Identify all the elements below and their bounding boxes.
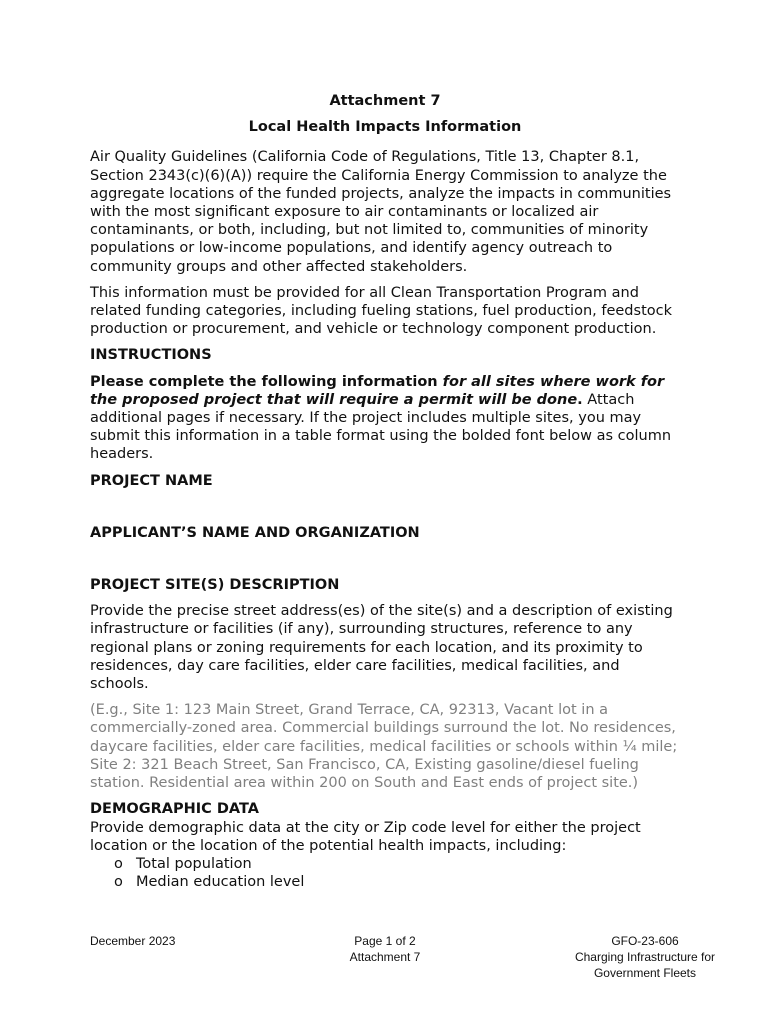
bullet-mark: o: [114, 874, 123, 891]
instructions-rest: Attach additional pages if necessary. If the project includes multiple sites, you may submit this information in a table format using the bolded font below as column headers.: [90, 391, 672, 463]
footer-solicitation: [560, 933, 730, 981]
footer-date: December 2023: [90, 934, 176, 948]
attachment-title: Attachment 7: [329, 93, 441, 109]
site-description-body: Provide the precise street address(es) of the site(s) and a description of existing infrastructure or facilities (if any), surrounding structures, reference to any regional plans or zoning requirements for each location, and its proximity to residences, day care facilities, elder care facilities, medical facilities, and schools.: [90, 603, 673, 693]
document-subtitle: Local Health Impacts Information: [248, 119, 522, 136]
instructions-bold-lead: Please complete the following information: [90, 373, 443, 390]
list-item: [114, 855, 680, 873]
list-item: [114, 873, 680, 891]
list-item-text: Total population: [136, 855, 252, 872]
footer-solicitation-title-1: Charging Infrastructure for: [574, 950, 716, 964]
instructions-period: .: [577, 391, 583, 408]
intro-paragraph-1: Air Quality Guidelines (California Code of Regulations, Title 13, Chapter 8.1, Section 2343(c)(6)(A)) require the California Energy Commission to analyze the aggregate locations of the funded projects, analyze the impacts in communities with the most significant exposure to air contaminants or localized air contaminants, or both, including, but not limited to, communities of minority populations or low-income populations, and identify agency outreach to community groups and other affected stakeholders.: [90, 149, 672, 275]
list-item-text: Median education level: [136, 874, 305, 891]
document-body: [90, 92, 680, 891]
demographic-body: Provide demographic data at the city or Zip code level for either the project location or the location of the potential health impacts, including:: [90, 819, 641, 854]
instructions-paragraph: [90, 373, 680, 464]
applicant-heading: APPLICANT’S NAME AND ORGANIZATION: [90, 524, 420, 541]
instructions-heading: INSTRUCTIONS: [90, 347, 212, 364]
site-description-example: (E.g., Site 1: 123 Main Street, Grand Terrace, CA, 92313, Vacant lot in a commercially-zoned area. Commercial buildings surround the lot. No residences, daycare facilities, elder care facilities, medical facilities or schools within ¼ mile; Site 2: 321 Beach Street, San Francisco, CA, Existing gasoline/diesel fueling station. Residential area within 200 on South and East ends of project site.): [90, 702, 678, 792]
intro-paragraph-2: This information must be provided for all Clean Transportation Program and related funding categories, including fueling stations, fuel production, feedstock production or procurement, and vehicle or technology component production.: [90, 284, 672, 338]
project-name-heading: PROJECT NAME: [90, 472, 213, 489]
footer-solicitation-title-2: Government Fleets: [593, 966, 697, 980]
site-description-heading: PROJECT SITE(S) DESCRIPTION: [90, 577, 340, 594]
instructions-bold-italic: for all sites where work for the proposed project that will require a permit will be done: [90, 373, 665, 408]
footer-attachment: Attachment 7: [349, 950, 421, 964]
bullet-mark: o: [114, 855, 123, 872]
demographic-heading: DEMOGRAPHIC DATA: [90, 801, 259, 818]
demographic-list: [90, 855, 680, 891]
footer-page-info: [310, 933, 460, 965]
footer-solicitation-number: GFO-23-606: [611, 934, 679, 948]
footer-page-number: Page 1 of 2: [354, 934, 416, 948]
